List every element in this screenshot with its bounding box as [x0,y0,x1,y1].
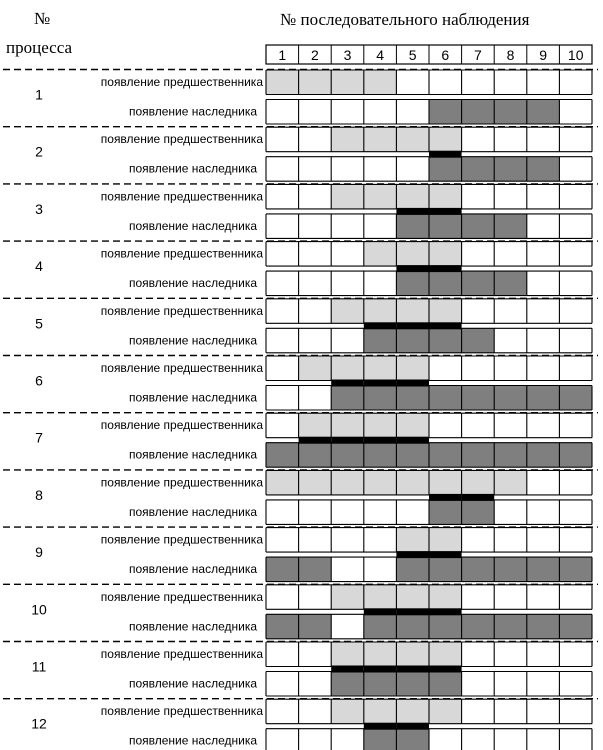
predecessor-label: появление предшественника [100,589,263,604]
header-number-sign: № [34,9,51,28]
column-number-5: 5 [408,47,417,63]
predecessor-label: появление предшественника [100,75,263,89]
predecessor-cell-11-6 [429,642,462,667]
successor-cell-3-5 [396,214,429,239]
predecessor-cell-2-3 [331,127,364,152]
successor-cell-7-4 [364,443,397,468]
marker-bar-11-3 [331,666,364,673]
predecessor-cell-12-6 [429,699,462,724]
process-number-6: 6 [35,372,43,389]
marker-bar-7-4 [364,437,397,444]
successor-cell-10-9 [527,614,560,639]
predecessor-cell-7-2 [299,413,332,438]
process-number-3: 3 [35,200,43,217]
column-number-2: 2 [311,47,319,63]
marker-bar-3-5 [396,208,429,215]
marker-bar-5-4 [364,322,397,329]
marker-bar-8-6 [429,494,462,501]
successor-cell-3-8 [494,214,527,239]
predecessor-cell-4-4 [364,242,397,267]
process-number-1: 1 [35,86,43,103]
marker-bar-3-6 [429,208,462,215]
successor-cell-1-6 [429,100,462,125]
process-number-2: 2 [35,143,43,160]
column-number-3: 3 [343,47,352,63]
process-number-9: 9 [35,544,43,561]
predecessor-cell-6-5 [396,356,429,381]
predecessor-cell-8-7 [462,470,495,495]
successor-cell-8-7 [462,500,495,525]
process-number-10: 10 [31,601,47,618]
successor-cell-6-9 [527,386,560,411]
successor-cell-10-7 [462,614,495,639]
successor-cell-12-5 [396,729,429,750]
successor-cell-7-9 [527,443,560,468]
successor-cell-6-7 [462,386,495,411]
successor-cell-9-5 [396,557,429,582]
predecessor-cell-2-4 [364,127,397,152]
predecessor-label: появление предшественника [100,361,263,375]
column-number-9: 9 [539,47,547,63]
marker-bar-12-4 [364,723,397,730]
marker-bar-4-6 [429,265,462,272]
marker-bar-5-6 [429,322,462,329]
successor-cell-5-4 [364,328,397,353]
successor-label: появление наследника [128,619,257,634]
successor-cell-11-5 [396,672,429,697]
predecessor-cell-10-4 [364,585,397,610]
predecessor-cell-1-1 [266,70,299,95]
predecessor-cell-5-6 [429,299,462,324]
predecessor-label: появление предшественника [100,532,263,547]
marker-bar-6-3 [331,380,364,387]
process-number-11: 11 [31,658,47,675]
successor-cell-7-7 [462,443,495,468]
predecessor-cell-1-3 [331,70,364,95]
predecessor-label: появление предшественника [100,647,263,661]
predecessor-label: появление предшественника [100,704,263,719]
predecessor-cell-7-3 [331,413,364,438]
successor-cell-10-10 [559,614,592,639]
successor-cell-6-3 [331,386,364,411]
column-number-8: 8 [506,47,515,63]
successor-cell-4-8 [494,271,527,296]
successor-cell-4-5 [396,271,429,296]
predecessor-cell-1-4 [364,70,397,95]
predecessor-cell-4-5 [396,242,429,267]
successor-cell-9-10 [559,557,592,582]
successor-label: появление наследника [128,733,257,748]
successor-cell-7-2 [299,443,332,468]
predecessor-label: появление предшественника [100,418,263,433]
successor-label: появление наследника [128,676,257,691]
successor-cell-1-7 [462,100,495,125]
successor-cell-7-8 [494,443,527,468]
column-number-10: 10 [567,47,584,63]
header-observation-title: № последовательного наблюдения [280,10,530,29]
successor-cell-7-3 [331,443,364,468]
predecessor-cell-12-4 [364,699,397,724]
predecessor-cell-8-2 [299,470,332,495]
predecessor-cell-3-4 [364,184,397,209]
successor-cell-9-9 [527,557,560,582]
marker-bar-6-4 [364,380,397,387]
marker-bar-7-5 [396,437,429,444]
successor-cell-2-8 [494,157,527,182]
successor-label: появление наследника [128,562,257,577]
marker-bar-11-4 [364,666,397,673]
predecessor-cell-11-4 [364,642,397,667]
predecessor-cell-8-1 [266,470,299,495]
marker-bar-10-4 [364,608,397,615]
successor-label: появление наследника [128,104,257,119]
predecessor-cell-5-4 [364,299,397,324]
predecessor-label: появление предшественника [100,189,263,204]
predecessor-cell-2-6 [429,127,462,152]
successor-cell-1-8 [494,100,527,125]
marker-bar-9-5 [396,551,429,558]
predecessor-cell-8-6 [429,470,462,495]
predecessor-cell-4-6 [429,242,462,267]
predecessor-cell-10-3 [331,585,364,610]
marker-bar-4-5 [396,265,429,272]
successor-cell-7-5 [396,443,429,468]
predecessor-cell-8-8 [494,470,527,495]
successor-cell-7-6 [429,443,462,468]
successor-cell-10-4 [364,614,397,639]
predecessor-cell-11-3 [331,642,364,667]
predecessor-label: появление предшественника [100,132,263,147]
successor-cell-6-5 [396,386,429,411]
successor-label: появление наследника [128,161,257,176]
process-number-7: 7 [35,429,43,446]
successor-cell-5-5 [396,328,429,353]
predecessor-cell-8-5 [396,470,429,495]
marker-bar-2-6 [429,151,462,158]
successor-cell-9-7 [462,557,495,582]
successor-cell-11-6 [429,672,462,697]
marker-bar-6-5 [396,380,429,387]
successor-cell-2-7 [462,157,495,182]
predecessor-label: появление предшественника [100,475,263,490]
predecessor-cell-2-5 [396,127,429,152]
column-number-7: 7 [474,47,482,63]
successor-cell-4-7 [462,271,495,296]
marker-bar-10-6 [429,608,462,615]
predecessor-cell-5-5 [396,299,429,324]
predecessor-cell-12-5 [396,699,429,724]
successor-cell-7-10 [559,443,592,468]
process-number-12: 12 [31,715,47,732]
column-number-1: 1 [278,47,287,63]
successor-cell-6-4 [364,386,397,411]
successor-label: появление наследника [128,333,257,348]
successor-cell-8-6 [429,500,462,525]
marker-bar-9-6 [429,551,462,558]
predecessor-cell-3-3 [331,184,364,209]
successor-cell-9-8 [494,557,527,582]
successor-cell-9-2 [299,557,332,582]
marker-bar-7-2 [299,437,332,444]
predecessor-cell-10-5 [396,585,429,610]
successor-cell-6-8 [494,386,527,411]
successor-label: появление наследника [128,504,257,519]
predecessor-label: появление предшественника [100,303,263,318]
process-number-4: 4 [35,258,43,275]
successor-cell-10-8 [494,614,527,639]
successor-cell-11-3 [331,672,364,697]
column-number-6: 6 [441,47,450,63]
predecessor-cell-10-6 [429,585,462,610]
successor-cell-2-6 [429,157,462,182]
marker-bar-8-7 [462,494,495,501]
marker-bar-12-5 [396,723,429,730]
predecessor-cell-3-5 [396,184,429,209]
successor-cell-2-9 [527,157,560,182]
predecessor-cell-5-3 [331,299,364,324]
successor-cell-6-6 [429,386,462,411]
predecessor-cell-6-3 [331,356,364,381]
successor-cell-6-10 [559,386,592,411]
marker-bar-11-5 [396,666,429,673]
marker-bar-10-5 [396,608,429,615]
successor-cell-10-6 [429,614,462,639]
successor-cell-10-1 [266,614,299,639]
marker-bar-11-6 [429,666,462,673]
predecessor-cell-9-5 [396,528,429,553]
marker-bar-7-3 [331,437,364,444]
successor-cell-11-4 [364,672,397,697]
predecessor-cell-7-4 [364,413,397,438]
successor-cell-9-6 [429,557,462,582]
predecessor-cell-1-2 [299,70,332,95]
successor-cell-10-2 [299,614,332,639]
successor-cell-1-9 [527,100,560,125]
marker-bar-5-5 [396,322,429,329]
successor-cell-3-6 [429,214,462,239]
predecessor-cell-8-4 [364,470,397,495]
successor-label: появление наследника [128,218,257,233]
successor-cell-5-6 [429,328,462,353]
predecessor-cell-8-3 [331,470,364,495]
successor-label: появление наследника [128,276,257,291]
predecessor-cell-6-2 [299,356,332,381]
predecessor-cell-12-3 [331,699,364,724]
successor-cell-4-6 [429,271,462,296]
successor-cell-12-4 [364,729,397,750]
successor-label: появление наследника [128,390,257,405]
predecessor-cell-11-5 [396,642,429,667]
predecessor-cell-9-6 [429,528,462,553]
successor-cell-10-5 [396,614,429,639]
predecessor-cell-3-6 [429,184,462,209]
predecessor-label: появление предшественника [100,246,263,261]
successor-label: появление наследника [128,447,257,462]
column-number-4: 4 [376,47,384,63]
successor-cell-7-1 [266,443,299,468]
predecessor-cell-7-5 [396,413,429,438]
successor-cell-9-1 [266,557,299,582]
successor-cell-3-7 [462,214,495,239]
predecessor-cell-6-4 [364,356,397,381]
process-number-8: 8 [35,486,43,503]
header-process-label: процесса [6,38,73,57]
successor-cell-5-7 [462,328,495,353]
process-number-5: 5 [35,315,43,332]
